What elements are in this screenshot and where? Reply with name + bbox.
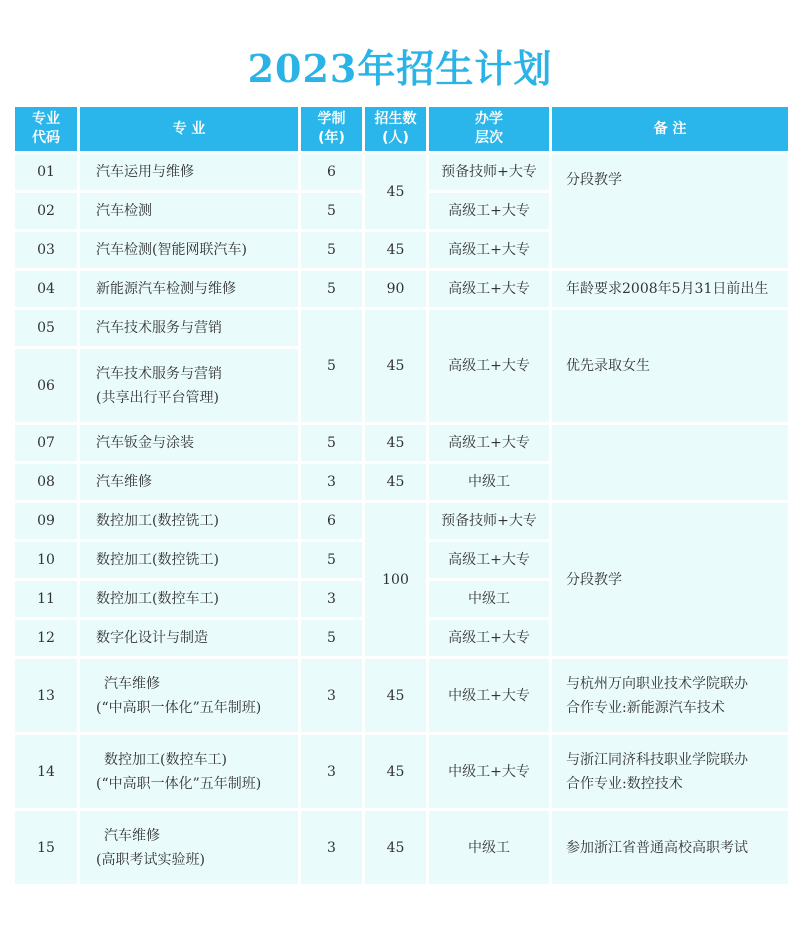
cell-major: 数控加工(数控铣工) bbox=[80, 542, 298, 578]
cell-major: 新能源汽车检测与维修 bbox=[80, 271, 298, 307]
cell-enroll: 45 bbox=[365, 735, 426, 808]
cell-enroll: 45 bbox=[365, 659, 426, 732]
table-row bbox=[15, 310, 788, 346]
cell-major: 数控加工(数控车工) bbox=[80, 581, 298, 617]
cell-level: 高级工+大专 bbox=[429, 310, 549, 422]
cell-code: 03 bbox=[15, 232, 77, 268]
table-row bbox=[15, 811, 788, 884]
cell-code: 02 bbox=[15, 193, 77, 229]
cell-years: 3 bbox=[301, 464, 362, 500]
cell-note: 参加浙江省普通高校高职考试 bbox=[552, 811, 788, 884]
page-title: 2023年招生计划 bbox=[247, 46, 553, 91]
cell-note bbox=[552, 425, 788, 500]
cell-major: 汽车技术服务与营销 (共享出行平台管理) bbox=[80, 349, 298, 422]
table-row bbox=[15, 271, 788, 307]
cell-code: 13 bbox=[15, 659, 77, 732]
cell-level: 高级工+大专 bbox=[429, 271, 549, 307]
cell-years: 5 bbox=[301, 271, 362, 307]
cell-major: 汽车技术服务与营销 bbox=[80, 310, 298, 346]
cell-years: 5 bbox=[301, 542, 362, 578]
cell-enroll: 45 bbox=[365, 232, 426, 268]
cell-note: 与杭州万向职业技术学院联办 合作专业:新能源汽车技术 bbox=[552, 659, 788, 732]
cell-level: 高级工+大专 bbox=[429, 542, 549, 578]
header-level: 办学 层次 bbox=[429, 107, 549, 151]
cell-code: 01 bbox=[15, 154, 77, 190]
cell-years: 6 bbox=[301, 154, 362, 190]
header-years: 学制 (年) bbox=[301, 107, 362, 151]
cell-level: 预备技师+大专 bbox=[429, 503, 549, 539]
cell-level: 中级工 bbox=[429, 811, 549, 884]
cell-major: 汽车检测 bbox=[80, 193, 298, 229]
table-row bbox=[15, 503, 788, 539]
cell-years: 3 bbox=[301, 581, 362, 617]
cell-level: 高级工+大专 bbox=[429, 193, 549, 229]
table-row bbox=[15, 735, 788, 808]
cell-major: 数控加工(数控车工) (“中高职一体化”五年制班) bbox=[80, 735, 298, 808]
cell-major: 数字化设计与制造 bbox=[80, 620, 298, 656]
cell-code: 09 bbox=[15, 503, 77, 539]
cell-enroll: 100 bbox=[365, 503, 426, 656]
table-row bbox=[15, 154, 788, 190]
cell-note: 分段教学 bbox=[552, 503, 788, 656]
cell-note: 与浙江同济科技职业学院联办 合作专业:数控技术 bbox=[552, 735, 788, 808]
cell-level: 高级工+大专 bbox=[429, 425, 549, 461]
cell-note: 分段教学 bbox=[552, 154, 788, 268]
cell-enroll: 90 bbox=[365, 271, 426, 307]
table-header-row bbox=[15, 107, 788, 151]
cell-years: 3 bbox=[301, 735, 362, 808]
cell-years: 5 bbox=[301, 620, 362, 656]
cell-level: 中级工 bbox=[429, 581, 549, 617]
cell-years: 5 bbox=[301, 193, 362, 229]
cell-major: 汽车检测(智能网联汽车) bbox=[80, 232, 298, 268]
cell-level: 高级工+大专 bbox=[429, 232, 549, 268]
cell-years: 3 bbox=[301, 811, 362, 884]
table-row bbox=[15, 659, 788, 732]
cell-code: 15 bbox=[15, 811, 77, 884]
cell-enroll: 45 bbox=[365, 464, 426, 500]
header-note: 备 注 bbox=[552, 107, 788, 151]
cell-level: 预备技师+大专 bbox=[429, 154, 549, 190]
cell-code: 07 bbox=[15, 425, 77, 461]
cell-code: 14 bbox=[15, 735, 77, 808]
cell-code: 10 bbox=[15, 542, 77, 578]
cell-code: 08 bbox=[15, 464, 77, 500]
cell-code: 04 bbox=[15, 271, 77, 307]
table-row bbox=[15, 425, 788, 461]
cell-years: 3 bbox=[301, 659, 362, 732]
cell-level: 中级工+大专 bbox=[429, 659, 549, 732]
cell-enroll: 45 bbox=[365, 154, 426, 229]
cell-years: 5 bbox=[301, 232, 362, 268]
cell-major: 汽车运用与维修 bbox=[80, 154, 298, 190]
header-code: 专业 代码 bbox=[15, 107, 77, 151]
cell-level: 中级工 bbox=[429, 464, 549, 500]
cell-major: 汽车维修 (“中高职一体化”五年制班) bbox=[80, 659, 298, 732]
cell-major: 汽车维修 (高职考试实验班) bbox=[80, 811, 298, 884]
cell-note: 优先录取女生 bbox=[552, 310, 788, 422]
cell-major: 汽车钣金与涂装 bbox=[80, 425, 298, 461]
cell-note: 年龄要求2008年5月31日前出生 bbox=[552, 271, 788, 307]
cell-years: 5 bbox=[301, 310, 362, 422]
cell-major: 汽车维修 bbox=[80, 464, 298, 500]
cell-enroll: 45 bbox=[365, 310, 426, 422]
cell-level: 高级工+大专 bbox=[429, 620, 549, 656]
cell-code: 12 bbox=[15, 620, 77, 656]
enrollment-table bbox=[12, 104, 791, 887]
header-enroll: 招生数 (人) bbox=[365, 107, 426, 151]
cell-level: 中级工+大专 bbox=[429, 735, 549, 808]
cell-years: 6 bbox=[301, 503, 362, 539]
header-major: 专 业 bbox=[80, 107, 298, 151]
cell-enroll: 45 bbox=[365, 811, 426, 884]
cell-years: 5 bbox=[301, 425, 362, 461]
cell-code: 05 bbox=[15, 310, 77, 346]
cell-enroll: 45 bbox=[365, 425, 426, 461]
cell-code: 06 bbox=[15, 349, 77, 422]
cell-major: 数控加工(数控铣工) bbox=[80, 503, 298, 539]
cell-code: 11 bbox=[15, 581, 77, 617]
